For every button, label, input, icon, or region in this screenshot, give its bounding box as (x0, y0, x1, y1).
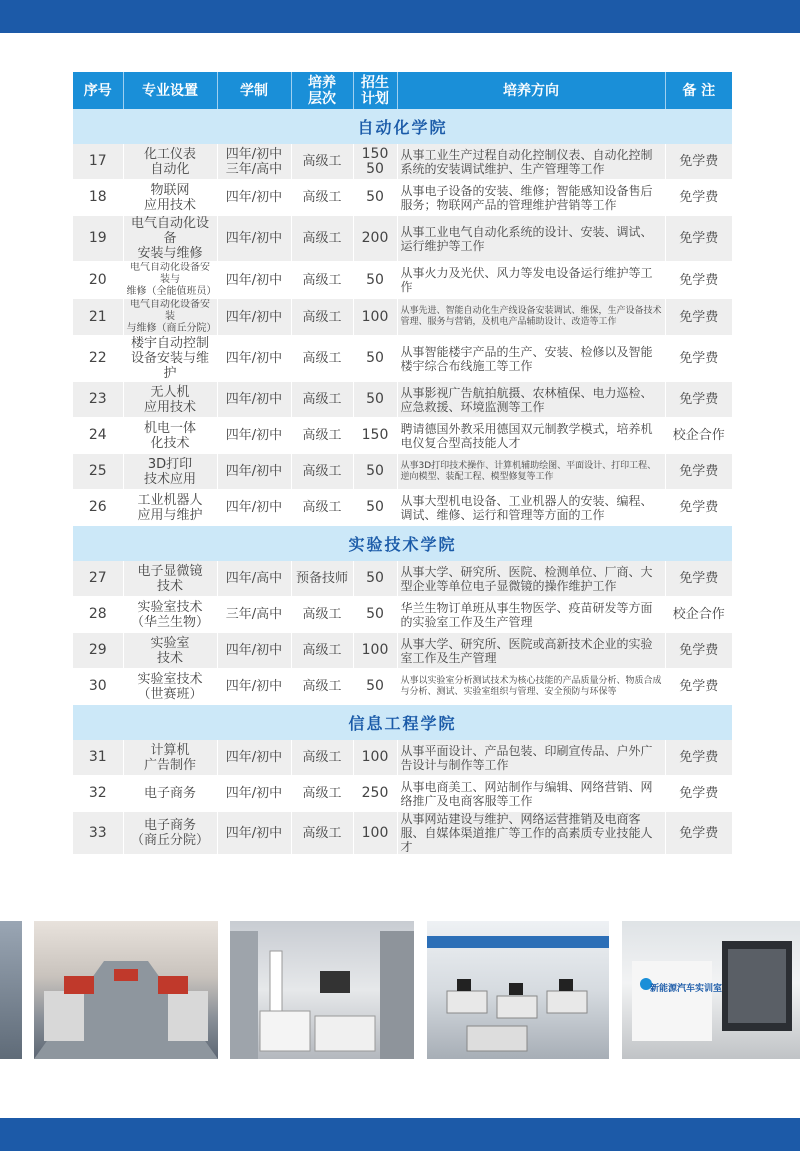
cell-line: 楼宇自动控制 (130, 336, 209, 351)
cell-direction: 从事大型机电设备、工业机器人的安装、编程、调试、维修、运行和管理等方面的工作 (397, 490, 665, 526)
cell-line: （商丘分院） (130, 833, 209, 848)
table-row (73, 299, 732, 336)
cell-direction: 从事影视广告航拍航摄、农林植保、电力巡检、应急救援、环境监测等工作 (397, 382, 665, 418)
table-row (73, 262, 732, 299)
top-banner-bar (0, 0, 800, 33)
cell-major (123, 180, 217, 216)
cell-line: 实验室技术 (137, 671, 203, 687)
cell-note: 免学费 (665, 262, 732, 299)
cell-line: 技术 (156, 578, 183, 594)
cell-line: 50 (366, 160, 384, 177)
cell-line: 3D打印 (147, 456, 193, 472)
cell-line: 应用技术 (143, 399, 196, 415)
cell-line: 四年/初中 (225, 392, 283, 407)
table-row (73, 180, 732, 216)
cell-system (217, 336, 291, 382)
cell-direction: 从事平面设计、产品包装、印刷宣传品、户外广告设计与制作等工作 (397, 740, 665, 776)
cell-plan (353, 490, 397, 526)
cell-line: 四年/初中 (225, 786, 283, 801)
majors-table (73, 72, 732, 855)
cell-direction: 从事大学、研究所、医院或高新技术企业的实验室工作及生产管理 (397, 633, 665, 669)
cell-no: 33 (73, 812, 123, 855)
cell-system (217, 740, 291, 776)
cell-note: 免学费 (665, 216, 732, 262)
cell-system (217, 216, 291, 262)
cell-level: 高级工 (291, 299, 353, 336)
cell-direction: 从事以实验室分析测试技术为核心技能的产品质量分析、物质合成与分析、测试、实验室组织与管理、安全预防与环保等 (397, 669, 665, 705)
computer-lab-illustration (427, 921, 609, 1059)
cell-direction: 从事先进、智能自动化生产线设备安装调试、维保，生产设备技术管理、服务与营销，及机电产品辅助设计、改造等工作 (397, 299, 665, 336)
cell-system (217, 633, 291, 669)
cell-level: 高级工 (291, 262, 353, 299)
cell-line: 电气自动化设备安装 (130, 299, 210, 322)
cell-plan (353, 382, 397, 418)
cell-level: 预备技师 (291, 561, 353, 597)
table-row (73, 776, 732, 812)
cell-line: （华兰生物） (130, 614, 209, 630)
cell-plan (353, 812, 397, 855)
cell-line: 三年/高中 (225, 607, 283, 622)
cell-line: 150 (361, 145, 389, 162)
header-plan: 招生 计划 (353, 72, 397, 109)
cell-level: 高级工 (291, 180, 353, 216)
cell-note: 免学费 (665, 336, 732, 382)
cell-system (217, 669, 291, 705)
cell-plan (353, 669, 397, 705)
cell-note: 免学费 (665, 454, 732, 490)
cell-no: 23 (73, 382, 123, 418)
cell-major (123, 597, 217, 633)
cell-level: 高级工 (291, 776, 353, 812)
cell-system (217, 144, 291, 180)
cell-direction: 从事工业电气自动化系统的设计、安装、调试、运行维护等工作 (397, 216, 665, 262)
cell-direction: 华兰生物订单班从事生物医学、疫苗研发等方面的实验室工作及生产管理 (397, 597, 665, 633)
cell-line: 化工仪表 (143, 146, 196, 162)
cell-plan (353, 561, 397, 597)
cell-major (123, 418, 217, 454)
cell-note: 免学费 (665, 490, 732, 526)
table-row (73, 144, 732, 180)
cell-line: 四年/初中 (225, 351, 283, 366)
cell-direction: 从事电子设备的安装、维修；智能感知设备售后服务；物联网产品的管理维护营销等工作 (397, 180, 665, 216)
cell-level: 高级工 (291, 633, 353, 669)
section-title: 实验技术学院 (73, 526, 732, 562)
header-direction: 培养方向 (397, 72, 665, 109)
cell-level: 高级工 (291, 382, 353, 418)
header-note: 备 注 (665, 72, 732, 109)
table-row (73, 418, 732, 454)
cell-plan (353, 180, 397, 216)
cell-level: 高级工 (291, 812, 353, 855)
table-header-row (73, 72, 732, 109)
table-row (73, 382, 732, 418)
cell-level: 高级工 (291, 144, 353, 180)
cell-line: 机电一体 (143, 420, 196, 436)
photo-computer-lab (427, 921, 609, 1059)
cell-line: 实验室 (150, 635, 190, 651)
cell-line: 50 (366, 189, 384, 205)
cell-line: 四年/初中 (225, 643, 283, 658)
cell-note: 校企合作 (665, 418, 732, 454)
cell-note: 免学费 (665, 144, 732, 180)
cell-line: 物联网 (150, 182, 190, 198)
cell-line: 四年/初中 (225, 825, 283, 841)
cell-no: 26 (73, 490, 123, 526)
cell-no: 32 (73, 776, 123, 812)
cell-plan (353, 597, 397, 633)
cell-line: 50 (366, 499, 384, 515)
cell-major (123, 669, 217, 705)
cell-note: 免学费 (665, 382, 732, 418)
table-body (73, 109, 732, 855)
table-row (73, 561, 732, 597)
cell-line: 100 (361, 749, 389, 765)
cell-line: 100 (361, 824, 389, 841)
cell-no: 21 (73, 299, 123, 336)
showroom-sign-text: 新能源汽车实训室 (650, 984, 723, 994)
table-row (73, 633, 732, 669)
cell-line: 50 (366, 271, 384, 288)
cell-direction: 从事大学、研究所、医院、检测单位、厂商、大型企业等单位电子显微镜的操作维护工作 (397, 561, 665, 597)
cell-line: 化技术 (150, 435, 190, 451)
table-row (73, 216, 732, 262)
cell-no: 27 (73, 561, 123, 597)
cell-line: 电气自动化设备 (130, 216, 209, 246)
cell-direction: 从事智能楼宇产品的生产、安装、检修以及智能楼宇综合布线施工等工作 (397, 336, 665, 382)
section-title: 信息工程学院 (73, 705, 732, 741)
cell-line: 四年/初中 (225, 679, 283, 694)
table-row (73, 597, 732, 633)
cell-system (217, 382, 291, 418)
cell-line: 50 (366, 463, 384, 479)
cell-major (123, 336, 217, 382)
cell-direction: 从事火力及光伏、风力等发电设备运行维护等工作 (397, 262, 665, 299)
table-row (73, 490, 732, 526)
cell-no: 20 (73, 262, 123, 299)
cell-line: 安装与维修 (137, 246, 203, 261)
cell-direction: 从事网站建设与维护、网络运营推销及电商客服、自媒体渠道推广等工作的高素质专业技能人才 (397, 812, 665, 855)
cell-line: 工业机器人 (137, 492, 203, 508)
cell-line: 四年/初中 (225, 272, 283, 288)
cell-line: 广告制作 (143, 757, 196, 773)
cell-note: 免学费 (665, 669, 732, 705)
cell-major (123, 776, 217, 812)
photo-strip (0, 921, 800, 1059)
cell-note: 免学费 (665, 740, 732, 776)
cell-line: 200 (361, 230, 389, 246)
table-row (73, 669, 732, 705)
cell-plan (353, 418, 397, 454)
cell-line: 四年/初中 (225, 309, 283, 325)
cell-plan (353, 740, 397, 776)
cell-line: 计算机 (150, 742, 190, 758)
cell-system (217, 561, 291, 597)
cell-line: 100 (361, 308, 389, 325)
cell-major (123, 740, 217, 776)
cell-no: 17 (73, 144, 123, 180)
cell-note: 免学费 (665, 633, 732, 669)
cell-major (123, 561, 217, 597)
cell-no: 28 (73, 597, 123, 633)
cell-line: 技术应用 (143, 471, 196, 487)
cell-note: 免学费 (665, 776, 732, 812)
cell-system (217, 180, 291, 216)
cell-no: 29 (73, 633, 123, 669)
section-row (73, 526, 732, 562)
cell-major (123, 490, 217, 526)
photo-ev-showroom (622, 921, 800, 1059)
header-no: 序号 (73, 72, 123, 109)
cell-line: 实验室技术 (137, 599, 203, 615)
cell-system (217, 299, 291, 336)
cell-line: 维修（全能值班员） (126, 286, 217, 297)
cell-plan (353, 633, 397, 669)
cell-level: 高级工 (291, 454, 353, 490)
table-row (73, 740, 732, 776)
cell-level: 高级工 (291, 418, 353, 454)
cell-line: （世赛班） (137, 686, 203, 702)
cell-note: 免学费 (665, 561, 732, 597)
cell-line: 150 (361, 427, 389, 443)
cell-plan (353, 336, 397, 382)
cell-note: 免学费 (665, 812, 732, 855)
table-row (73, 812, 732, 855)
cell-major (123, 299, 217, 336)
cell-system (217, 418, 291, 454)
cell-line: 四年/初中 (225, 428, 283, 443)
cell-no: 31 (73, 740, 123, 776)
header-major: 专业设置 (123, 72, 217, 109)
table-row (73, 454, 732, 490)
cell-level: 高级工 (291, 597, 353, 633)
cell-major (123, 262, 217, 299)
cell-plan (353, 299, 397, 336)
cell-line: 四年/初中 (225, 750, 283, 765)
cell-direction: 从事3D打印技术操作、计算机辅助绘图、平面设计、打印工程、逆向模型、装配工程、模型修复等工作 (397, 454, 665, 490)
cell-direction: 从事工业生产过程自动化控制仪表、自动化控制系统的安装调试维护、生产管理等工作 (397, 144, 665, 180)
cell-system (217, 812, 291, 855)
cell-no: 19 (73, 216, 123, 262)
cell-no: 30 (73, 669, 123, 705)
cell-note: 免学费 (665, 180, 732, 216)
cell-major (123, 382, 217, 418)
cell-system (217, 597, 291, 633)
cell-line: 50 (366, 678, 384, 694)
section-row (73, 705, 732, 741)
table-row (73, 336, 732, 382)
photo-lab-workshop (34, 921, 218, 1059)
cell-line: 50 (366, 391, 384, 407)
cell-line: 50 (366, 570, 384, 586)
cell-line: 电子商务 (143, 786, 196, 801)
cell-level: 高级工 (291, 669, 353, 705)
cell-plan (353, 216, 397, 262)
cell-line: 50 (366, 350, 384, 366)
microscope-illustration (230, 921, 414, 1059)
cell-no: 18 (73, 180, 123, 216)
cell-system (217, 490, 291, 526)
cell-plan (353, 454, 397, 490)
photo-microscope-lab (230, 921, 414, 1059)
cell-line: 三年/高中 (225, 161, 283, 177)
cell-note: 免学费 (665, 299, 732, 336)
cell-plan (353, 144, 397, 180)
header-level: 培养 层次 (291, 72, 353, 109)
cell-line: 四年/初中 (225, 190, 283, 205)
cell-system (217, 454, 291, 490)
cell-line: 50 (366, 606, 384, 622)
bottom-banner-bar (0, 1118, 800, 1151)
cell-level: 高级工 (291, 216, 353, 262)
section-row (73, 109, 732, 144)
cell-line: 自动化 (150, 161, 190, 177)
cell-major (123, 633, 217, 669)
cell-level: 高级工 (291, 336, 353, 382)
header-system: 学制 (217, 72, 291, 109)
cell-line: 电子商务 (143, 818, 196, 833)
cell-line: 与维修（商丘分院） (126, 323, 217, 334)
cell-level: 高级工 (291, 740, 353, 776)
cell-note: 校企合作 (665, 597, 732, 633)
cell-no: 25 (73, 454, 123, 490)
workshop-illustration (34, 921, 218, 1059)
cell-no: 24 (73, 418, 123, 454)
cell-plan (353, 776, 397, 812)
cell-major (123, 216, 217, 262)
cell-direction: 从事电商美工、网站制作与编辑、网络营销、网络推广及电商客服等工作 (397, 776, 665, 812)
cell-no: 22 (73, 336, 123, 382)
cell-direction: 聘请德国外教采用德国双元制教学模式，培养机电仪复合型高技能人才 (397, 418, 665, 454)
cell-major (123, 812, 217, 855)
cell-plan (353, 262, 397, 299)
cell-line: 四年/初中 (225, 500, 283, 515)
cell-line: 四年/初中 (225, 146, 283, 162)
cell-line: 技术 (156, 650, 183, 666)
cell-line: 四年/高中 (225, 571, 283, 586)
cell-level: 高级工 (291, 490, 353, 526)
cell-line: 应用与维护 (137, 507, 203, 523)
cell-line: 四年/初中 (225, 464, 283, 479)
cell-line: 四年/初中 (225, 231, 283, 246)
cell-line: 250 (361, 785, 389, 801)
photo-edge-left (0, 921, 22, 1059)
cell-major (123, 144, 217, 180)
cell-line: 电子显微镜 (137, 563, 203, 579)
cell-line: 100 (361, 642, 389, 658)
cell-major (123, 454, 217, 490)
cell-line: 设备安装与维护 (130, 351, 209, 381)
section-title: 自动化学院 (73, 109, 732, 144)
cell-system (217, 262, 291, 299)
cell-system (217, 776, 291, 812)
cell-line: 无人机 (150, 384, 190, 400)
cell-line: 电气自动化设备安装与 (130, 262, 210, 285)
cell-line: 应用技术 (143, 197, 196, 213)
